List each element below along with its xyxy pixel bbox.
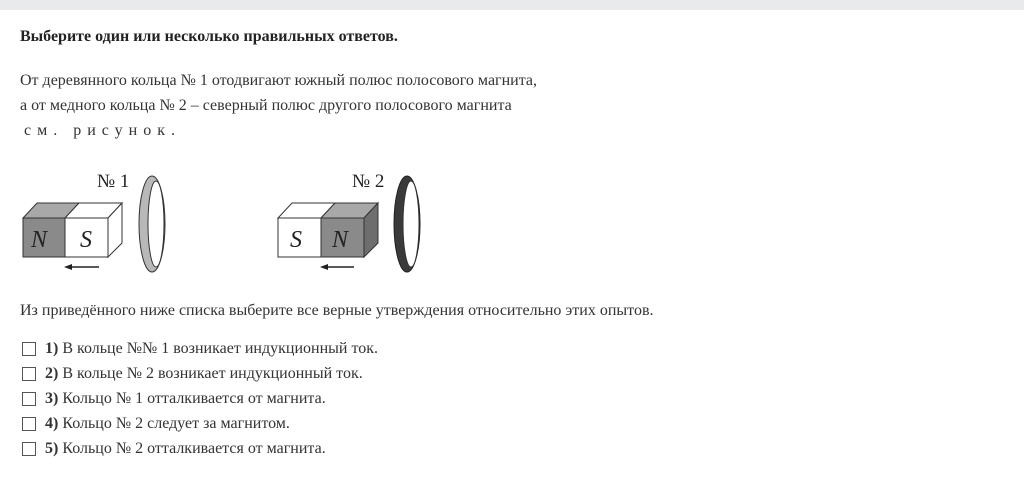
option-1-text: В кольце №№ 1 возникает индукционный ток. xyxy=(62,339,378,357)
option-2-number: 2) xyxy=(45,364,59,382)
magnet-1-north-letter: N xyxy=(31,227,48,253)
ring-2-copper xyxy=(394,176,420,272)
option-4-checkbox[interactable] xyxy=(22,417,36,431)
arrow-1-head xyxy=(64,264,72,270)
problem-line-2: а от медного кольца № 2 – северный полюс другого полосового магнита xyxy=(20,97,512,114)
option-4[interactable] xyxy=(22,411,378,436)
option-2-label[interactable] xyxy=(45,365,363,383)
option-2[interactable] xyxy=(22,361,378,386)
arrow-1 xyxy=(64,264,99,270)
figure-svg xyxy=(18,165,438,280)
arrow-2 xyxy=(320,264,354,270)
option-3-checkbox[interactable] xyxy=(22,392,36,406)
instruction-text: Выберите один или несколько правильных ответов. xyxy=(20,28,398,45)
option-4-label[interactable] xyxy=(45,415,290,433)
option-3-number: 3) xyxy=(45,389,59,407)
option-5[interactable] xyxy=(22,436,378,461)
magnet-2 xyxy=(278,203,378,257)
top-bar xyxy=(0,0,1024,10)
problem-line-3: см. рисунок. xyxy=(24,122,182,139)
option-4-number: 4) xyxy=(45,414,59,432)
option-1-number: 1) xyxy=(45,339,59,357)
option-5-label[interactable] xyxy=(45,440,326,458)
answer-options xyxy=(22,336,378,461)
option-5-number: 5) xyxy=(45,439,59,457)
option-1-label[interactable] xyxy=(45,340,378,358)
question-text: Из приведённого ниже списка выберите все верные утверждения относительно этих опытов. xyxy=(20,302,654,319)
magnet-ring-figure xyxy=(18,165,438,280)
option-2-checkbox[interactable] xyxy=(22,367,36,381)
option-2-text: В кольце № 2 возникает индукционный ток. xyxy=(62,364,363,382)
option-4-text: Кольцо № 2 следует за магнитом. xyxy=(62,414,290,432)
option-1-checkbox[interactable] xyxy=(22,342,36,356)
problem-line-1: От деревянного кольца № 1 отодвигают южный полюс полосового магнита, xyxy=(20,72,538,89)
magnet-1 xyxy=(23,203,122,257)
option-5-text: Кольцо № 2 отталкивается от магнита. xyxy=(62,439,326,457)
problem-statement xyxy=(20,68,537,143)
magnet-2-north-letter: N xyxy=(332,227,349,253)
ring-1-inner xyxy=(148,181,164,267)
option-1[interactable] xyxy=(22,336,378,361)
ring-1-wooden xyxy=(139,176,165,272)
option-5-checkbox[interactable] xyxy=(22,442,36,456)
ring-2-label: № 2 xyxy=(352,171,385,192)
option-3-label[interactable] xyxy=(45,390,326,408)
ring-2-inner xyxy=(403,181,419,267)
option-3[interactable] xyxy=(22,386,378,411)
option-3-text: Кольцо № 1 отталкивается от магнита. xyxy=(62,389,326,407)
arrow-2-head xyxy=(320,264,328,270)
magnet-2-south-letter: S xyxy=(290,227,302,253)
magnet-1-south-letter: S xyxy=(80,227,92,253)
ring-1-label: № 1 xyxy=(97,171,130,192)
